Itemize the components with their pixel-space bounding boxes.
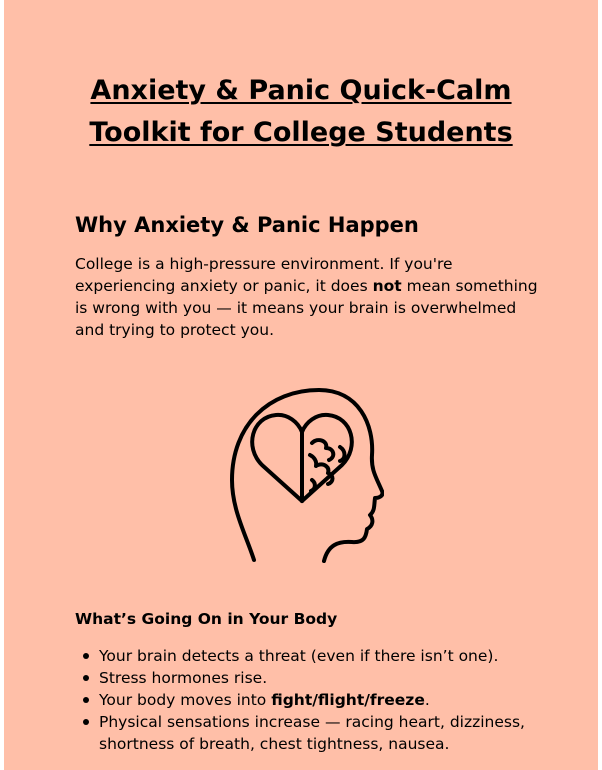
intro-paragraph	[75, 253, 545, 341]
head-brain-heart-icon	[224, 385, 384, 565]
intro-text-part-2: mean something is wrong with you — it means your brain is overwhelmed and trying to protect you.	[75, 277, 538, 339]
list-item: Physical sensations increase — racing heart, dizziness, shortness of breath, chest tightness, nausea.	[75, 711, 545, 755]
list-item: Your brain detects a threat (even if there isn’t one).	[75, 645, 545, 667]
list-item-emphasis: fight/flight/freeze	[271, 691, 425, 709]
list-item-prefix: Your body moves into	[99, 691, 272, 709]
intro-text-part-1: College is a high-pressure environment. If you're experiencing anxiety or panic, it does	[75, 255, 453, 295]
title-line-2: Toolkit for College Students	[89, 117, 513, 148]
page-title	[4, 70, 598, 154]
list-item: Stress hormones rise.	[75, 667, 545, 689]
list-item	[75, 689, 545, 711]
section-heading: Why Anxiety & Panic Happen	[75, 213, 419, 237]
title-line-1: Anxiety & Panic Quick-Calm	[90, 75, 512, 106]
intro-emphasis: not	[372, 277, 402, 295]
body-effects-list	[75, 645, 545, 755]
document-page	[4, 0, 598, 770]
body-subheading: What’s Going On in Your Body	[75, 610, 338, 628]
list-item-suffix: .	[424, 691, 430, 709]
